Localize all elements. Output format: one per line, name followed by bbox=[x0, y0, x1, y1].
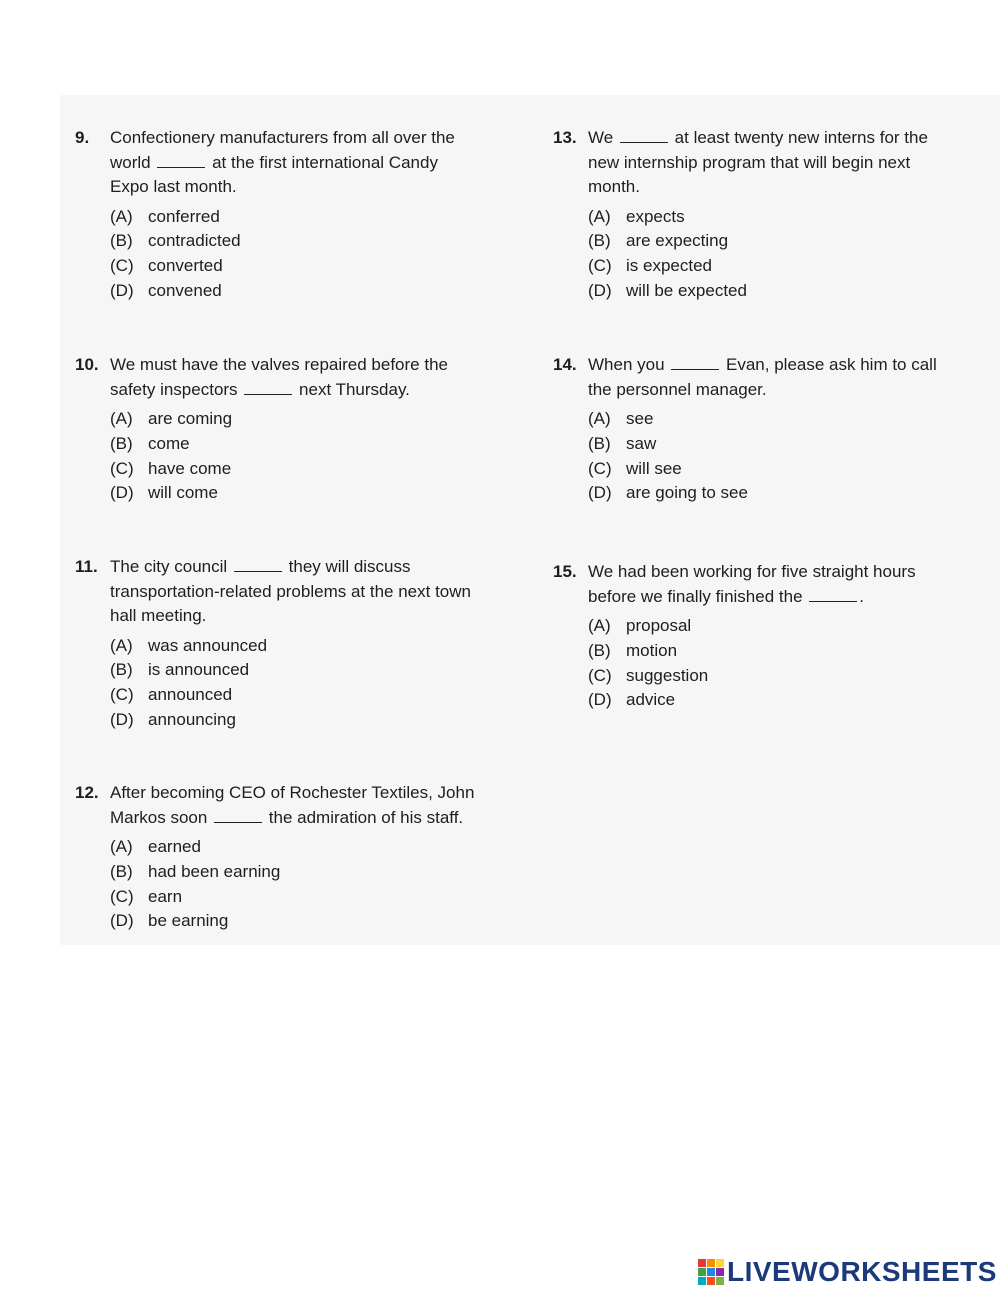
option-c: (C) announced bbox=[110, 685, 233, 705]
answer-blank[interactable] bbox=[809, 587, 857, 602]
option-d: (D) announcing bbox=[110, 709, 236, 729]
options-list bbox=[60, 407, 480, 506]
option-a: (A) see bbox=[588, 409, 654, 428]
logo-square bbox=[716, 1277, 724, 1285]
question-stem bbox=[538, 353, 958, 402]
option-c: (C) have come bbox=[110, 458, 232, 478]
option-c: (C) is expected bbox=[588, 256, 712, 276]
options-list bbox=[60, 835, 480, 934]
question-stem bbox=[538, 560, 958, 609]
stem-part-1: We bbox=[588, 128, 614, 147]
stem-part-1: After becoming CEO of Rochester Textiles, John Markos soon bbox=[110, 783, 475, 827]
question-number: 14. bbox=[553, 355, 577, 374]
option-d: (D) be earning bbox=[110, 911, 229, 931]
liveworksheets-brand[interactable] bbox=[698, 1256, 997, 1288]
question-11 bbox=[60, 555, 480, 733]
brand-text: LIVEWORKSHEETS bbox=[727, 1256, 997, 1287]
option-d: (D) are going to see bbox=[588, 483, 748, 503]
logo-square bbox=[716, 1259, 724, 1267]
option-a: (A) are coming bbox=[110, 409, 233, 428]
logo-square bbox=[707, 1268, 715, 1276]
question-number: 15. bbox=[553, 562, 577, 581]
logo-square bbox=[698, 1259, 706, 1267]
option-c: (C) suggestion bbox=[588, 665, 709, 685]
option-b: (B) motion bbox=[588, 640, 678, 660]
option-d: (D) will come bbox=[110, 483, 218, 503]
question-10 bbox=[60, 353, 480, 506]
option-c: (C) converted bbox=[110, 256, 223, 276]
option-a: (A) proposal bbox=[588, 616, 692, 635]
answer-blank[interactable] bbox=[157, 153, 205, 168]
stem-part-1: The city council bbox=[110, 557, 228, 576]
option-b: (B) come bbox=[110, 433, 190, 453]
answer-blank[interactable] bbox=[234, 557, 282, 572]
liveworksheets-logo-icon bbox=[698, 1259, 724, 1285]
option-a: (A) was announced bbox=[110, 635, 268, 655]
stem-part-2: . bbox=[859, 586, 864, 606]
question-stem bbox=[60, 353, 480, 402]
option-d: (D) will be expected bbox=[588, 280, 747, 300]
question-12 bbox=[60, 781, 480, 934]
question-13 bbox=[538, 126, 958, 304]
logo-square bbox=[716, 1268, 724, 1276]
question-number: 10. bbox=[75, 355, 99, 374]
option-a: (A) earned bbox=[110, 837, 201, 856]
option-d: (D) convened bbox=[110, 280, 222, 300]
option-b: (B) had been earning bbox=[110, 861, 281, 881]
option-a: (A) expects bbox=[588, 206, 685, 226]
question-15 bbox=[538, 560, 958, 713]
logo-square bbox=[698, 1277, 706, 1285]
answer-blank[interactable] bbox=[214, 808, 262, 823]
option-c: (C) will see bbox=[588, 458, 682, 478]
logo-square bbox=[707, 1277, 715, 1285]
options-list bbox=[538, 407, 958, 506]
stem-part-2: Evan, please ask him to call the personnel manager. bbox=[588, 355, 937, 399]
option-d: (D) advice bbox=[588, 690, 676, 710]
answer-blank[interactable] bbox=[620, 128, 668, 143]
question-stem bbox=[60, 126, 480, 200]
option-a: (A) conferred bbox=[110, 206, 220, 226]
stem-part-2: they will discuss transportation-related problems at the next town hall meeting. bbox=[110, 557, 471, 625]
question-number: 12. bbox=[75, 783, 99, 802]
options-list bbox=[538, 205, 958, 304]
stem-part-1: We had been working for five straight hours before we finally finished the bbox=[588, 562, 916, 606]
option-b: (B) saw bbox=[588, 433, 657, 453]
stem-part-2: at the first international Candy Expo last month. bbox=[110, 152, 438, 196]
stem-part-1: We must have the valves repaired before the safety inspectors bbox=[110, 355, 448, 399]
question-9 bbox=[60, 126, 480, 304]
option-b: (B) is announced bbox=[110, 660, 250, 680]
answer-blank[interactable] bbox=[671, 355, 719, 370]
options-list bbox=[538, 614, 958, 713]
question-number: 11. bbox=[75, 557, 98, 576]
stem-part-1: Confectionery manufacturers from all over the world bbox=[110, 128, 455, 172]
question-number: 9. bbox=[75, 128, 90, 147]
logo-square bbox=[698, 1268, 706, 1276]
option-c: (C) earn bbox=[110, 886, 183, 906]
stem-part-2: the admiration of his staff. bbox=[268, 807, 464, 827]
question-stem bbox=[538, 126, 958, 200]
answer-blank[interactable] bbox=[244, 380, 292, 395]
question-number: 13. bbox=[553, 128, 577, 147]
option-b: (B) are expecting bbox=[588, 231, 729, 251]
option-b: (B) contradicted bbox=[110, 231, 241, 251]
logo-square bbox=[707, 1259, 715, 1267]
question-14 bbox=[538, 353, 958, 506]
options-list bbox=[60, 634, 480, 733]
question-stem bbox=[60, 781, 480, 830]
stem-part-2: next Thursday. bbox=[299, 379, 410, 399]
question-stem bbox=[60, 555, 480, 629]
stem-part-1: When you bbox=[588, 355, 665, 374]
stem-part-2: at least twenty new interns for the new internship program that will begin next month. bbox=[588, 128, 928, 196]
options-list bbox=[60, 205, 480, 304]
